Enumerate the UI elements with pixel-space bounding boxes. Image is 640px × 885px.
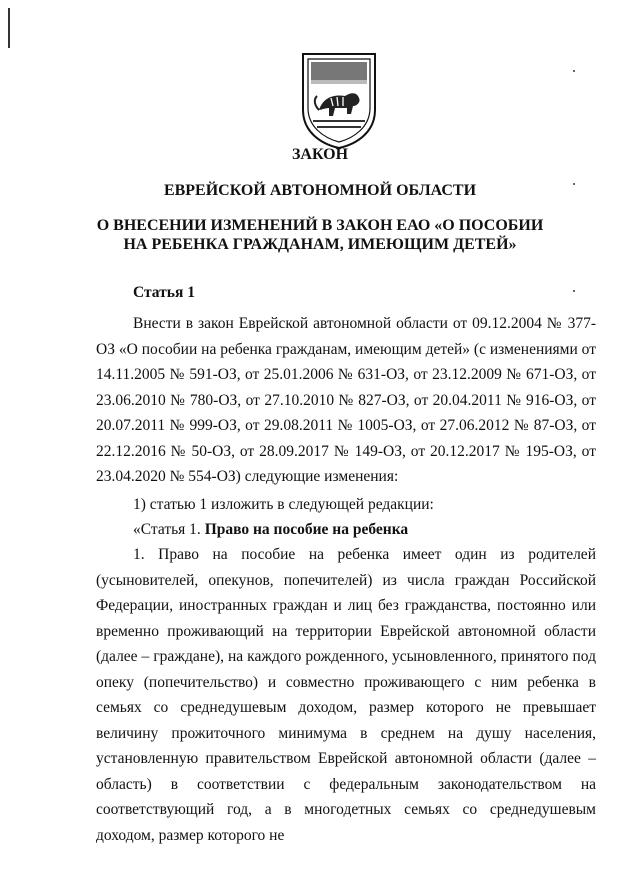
region-title: ЕВРЕЙСКОЙ АВТОНОМНОЙ ОБЛАСТИ bbox=[163, 182, 477, 199]
article-heading: Статья 1 bbox=[133, 284, 195, 301]
scan-speck bbox=[573, 183, 575, 185]
scan-speck bbox=[573, 290, 575, 292]
law-subtitle bbox=[0, 216, 640, 254]
amended-article-prefix: «Статья 1. bbox=[133, 521, 205, 538]
coat-of-arms-tiger-icon bbox=[297, 48, 381, 152]
scan-speck bbox=[573, 70, 575, 72]
scan-edge-mark bbox=[8, 8, 10, 48]
amended-article-heading bbox=[133, 517, 408, 543]
law-title: ЗАКОН bbox=[291, 146, 349, 163]
article-intro-paragraph: Внести в закон Еврейской автономной области от 09.12.2004 № 377-ОЗ «О пособии на ребенка гражданам, имеющим детей» (с изменениями от 14.11.2005 № 591-ОЗ, от 25.01.2006 № 631-ОЗ, от 23.12.2009 № 671-ОЗ, от 23.06.2010 № 780-ОЗ, от 27.10.2010 № 827-ОЗ, от 20.04.2011 № 916-ОЗ, от 20.07.2011 № 999-ОЗ, от 29.08.2011 № 1005-ОЗ, от 27.06.2012 № 87-ОЗ, от 22.12.2016 № 50-ОЗ, от 28.09.2017 № 149-ОЗ, от 20.12.2017 № 195-ОЗ, от 23.04.2020 № 554-ОЗ) следующие изменения: bbox=[96, 315, 596, 485]
amendment-item-1: 1) статью 1 изложить в следующей редакции: bbox=[133, 496, 434, 513]
amended-article-title: Право на пособие на ребенка bbox=[204, 521, 409, 538]
law-subtitle-line2: НА РЕБЕНКА ГРАЖДАНАМ, ИМЕЮЩИМ ДЕТЕЙ» bbox=[123, 236, 517, 253]
amended-article-paragraph: 1. Право на пособие на ребенка имеет один из родителей (усыновителей, опекунов, попечителей) из числа граждан Российской Федерации, иностранных граждан и лиц без гражданства, постоянно или временно проживающий на территории Еврейской автономной области (далее – граждане), на каждого рожденного, усыновленного, принятого под опеку (попечительство) и совместно проживающего с ним ребенка в семьях со среднедушевым доходом, размер которого не превышает величину прожиточного минимума в среднем на душу населения, установленную правительством Еврейской автономной области (далее – область) в соответствии с федеральным законодательством на соответствующий год, а в многодетных семьях со среднедушевым доходом, размер которого не bbox=[96, 546, 596, 844]
law-subtitle-line1: О ВНЕСЕНИИ ИЗМЕНЕНИЙ В ЗАКОН ЕАО «О ПОСОБИИ bbox=[96, 217, 544, 234]
